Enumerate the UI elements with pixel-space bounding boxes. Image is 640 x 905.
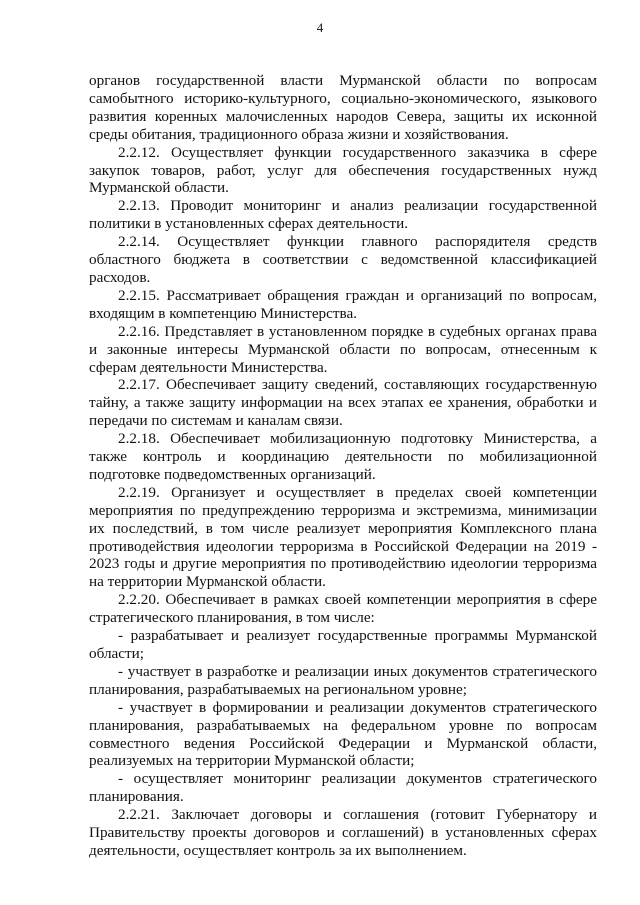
paragraph-2-2-15: 2.2.15. Рассматривает обращения граждан и организаций по вопросам, входящим в компетенцию Министерства.: [89, 286, 597, 322]
page-number: 4: [316, 20, 324, 35]
paragraph-2-2-18: 2.2.18. Обеспечивает мобилизационную подготовку Министерства, а также контроль и координацию деятельности по мобилизационной подготовке подведомственных организаций.: [89, 430, 597, 483]
list-item-regional-documents: - участвует в разработке и реализации иных документов стратегического планирования, разрабатываемых на региональном уровне;: [89, 662, 597, 698]
paragraph-2-2-16: 2.2.16. Представляет в установленном порядке в судебных органах права и законные интересы Мурманской области по вопросам, отнесенным к сферам деятельности Министерства.: [89, 322, 597, 376]
paragraph-2-2-14: 2.2.14. Осуществляет функции главного распорядителя средств областного бюджета в соответствии с ведомственной классификацией расходов.: [89, 233, 597, 286]
paragraph-2-2-21: 2.2.21. Заключает договоры и соглашения (готовит Губернатору и Правительству проекты договоров и соглашений) в установленных сферах деятельности, осуществляет контроль за их выполнением.: [89, 806, 597, 859]
paragraph-2-2-12: 2.2.12. Осуществляет функции государственного заказчика в сфере закупок товаров, работ, услуг для обеспечения государственных нужд Мурманской области.: [89, 143, 597, 197]
paragraph-2-2-17: 2.2.17. Обеспечивает защиту сведений, составляющих государственную тайну, а также защиту информации на всех этапах ее хранения, обработки и передачи по системам и каналам связи.: [89, 376, 597, 430]
list-item-monitoring: - осуществляет мониторинг реализации документов стратегического планирования.: [89, 770, 597, 806]
paragraph-2-2-20: 2.2.20. Обеспечивает в рамках своей компетенции мероприятия в сфере стратегического планирования, в том числе:: [89, 591, 597, 627]
paragraph-continuation: органов государственной власти Мурманской области по вопросам самобытного историко-культурного, социально-экономического, языкового развития коренных малочисленных народов Севера, защиты их исконной среды обитания, традиционного образа жизни и хозяйствования.: [89, 72, 597, 143]
list-item-state-programs: - разрабатывает и реализует государственные программы Мурманской области;: [89, 627, 597, 662]
list-item-federal-documents: - участвует в формировании и реализации документов стратегического планирования, разрабатываемых на федеральном уровне по вопросам совместного ведения Российской Федерации и Мурманской области, реализуемых на территории Мурманской области;: [89, 698, 597, 770]
document-body: [89, 72, 597, 860]
paragraph-2-2-19: 2.2.19. Организует и осуществляет в пределах своей компетенции мероприятия по предупреждению терроризма и экстремизма, минимизации их последствий, в том числе реализует мероприятия Комплексного плана противодействия идеологии терроризма в Российской Федерации на 2019 - 2023 годы и другие мероприятия по противодействию идеологии терроризма на территории Мурманской области.: [89, 483, 597, 591]
paragraph-2-2-13: 2.2.13. Проводит мониторинг и анализ реализации государственной политики в установленных сферах деятельности.: [89, 197, 597, 233]
